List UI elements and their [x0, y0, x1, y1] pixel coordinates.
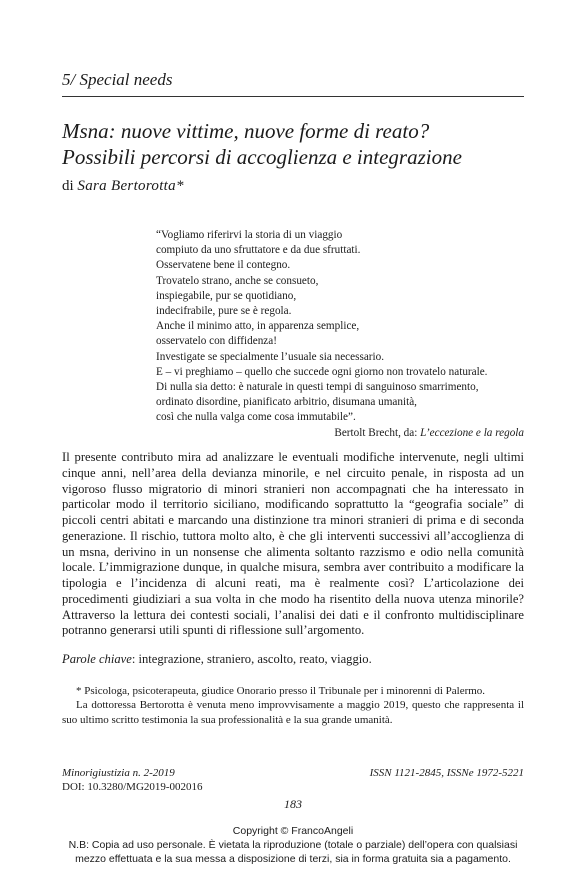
author-name: Sara Bertorotta*	[77, 178, 184, 194]
epigraph-line: Osservatene bene il contegno.	[156, 259, 291, 272]
section-divider	[62, 96, 524, 97]
section-header: 5/ Special needs	[62, 70, 173, 89]
epigraph	[156, 228, 524, 441]
title-line: Msna: nuove vittime, nuove forme di reato?	[62, 119, 430, 143]
epigraph-line: indecifrabile, pure se è regola.	[156, 305, 292, 318]
title-line: Possibili percorsi di accoglienza e integrazione	[62, 145, 462, 169]
epigraph-line: Anche il minimo atto, in apparenza semplice,	[156, 320, 360, 333]
copyright-note-line: N.B: Copia ad uso personale. È vietata la riproduzione (totale o parziale) dell’opera con qualsiasi	[68, 839, 518, 851]
epigraph-line: Di nulla sia detto: è naturale in questi tempi di sanguinoso smarrimento,	[156, 381, 479, 394]
attribution-work: L’eccezione e la regola	[420, 426, 524, 439]
page-number: 183	[284, 797, 302, 811]
epigraph-line: “Vogliamo riferirvi la storia di un viaggio	[156, 229, 343, 241]
keywords	[62, 651, 524, 667]
abstract-text: Il presente contributo mira ad analizzare le eventuali modifiche intervenute, negli ultimi cinque anni, nell’area della devianza minorile, e nel circuito penale, in risposta ad un vigoroso flusso migratorio di minori stranieri non accompagnati che ha interessato in particolar modo il territorio siciliano, modificando soprattutto la “geografia sociale” di piccoli centri abitati e marcando una distinzione tra minori stranieri di prima e di seconda generazione. Il rischio, tuttora molto alto, è che gli interventi successivi all’accoglienza di un msna, derivino in un nonsense che alimenta soltanto razzismo e odio nella comunità locale. L’immigrazione dunque, in qualche misura, sembra aver contribuito a modificare la tipologia e l’incidenza di alcuni reati, ma è realmente così? L’articolazione dei procedimenti giudiziari a sua volta in che modo ha risentito della nuova utenza minorile? Attraverso la lettura dei contesti sociali, l’analisi dei dati e il confronto multidisciplinare potranno generarsi utili spunti di riflessione sull’argomento.	[62, 450, 524, 638]
abstract	[62, 450, 524, 639]
byline	[62, 177, 184, 195]
epigraph-line: Trovatelo strano, anche se consueto,	[156, 274, 319, 287]
footnote: La dottoressa Bertorotta è venuta meno improvvisamente a maggio 2019, questo che rappresenta il suo ultimo scritto testimonia la sua professionalità e la sua grande umanità.	[62, 699, 524, 726]
issn: ISSN 1121-2845, ISSNe 1972-5221	[369, 767, 524, 779]
copyright-note-line: mezzo effettuata e la sua messa a disposizione di terzi, sia in forma gratuita sia a pagamento.	[75, 853, 511, 865]
epigraph-attribution	[156, 426, 524, 441]
epigraph-line: inspiegabile, pur se quotidiano,	[156, 289, 297, 302]
copyright: Copyright © FrancoAngeli	[232, 825, 354, 837]
epigraph-line: Investigate se specialmente l’usuale sia necessario.	[156, 350, 385, 363]
epigraph-line: così che nulla valga come cosa immutabile”.	[156, 411, 356, 424]
epigraph-line: compiuto da uno sfruttatore e da due sfruttati.	[156, 244, 361, 257]
keywords-label: Parole chiave	[62, 652, 132, 666]
keywords-text: : integrazione, straniero, ascolto, reato, viaggio.	[131, 652, 372, 666]
byline-prefix: di	[62, 178, 74, 194]
copyright-note	[0, 838, 586, 866]
journal-name: Minorigiustizia n. 2-2019	[62, 767, 175, 779]
epigraph-line: E – vi preghiamo – quello che succede ogni giorno non trovatelo naturale.	[156, 365, 488, 378]
epigraph-line: osservatelo con diffidenza!	[156, 335, 277, 348]
article-title	[62, 118, 532, 170]
attribution-author: Bertolt Brecht, da:	[334, 426, 421, 439]
epigraph-line: ordinato disordine, pianificato arbitrio, disumana umanità,	[156, 396, 417, 409]
footnotes	[62, 684, 524, 727]
footnote: * Psicologa, psicoterapeuta, giudice Onorario presso il Tribunale per i minorenni di Palermo.	[76, 685, 486, 697]
doi: DOI: 10.3280/MG2019-002016	[62, 781, 203, 793]
journal-info	[62, 766, 203, 794]
